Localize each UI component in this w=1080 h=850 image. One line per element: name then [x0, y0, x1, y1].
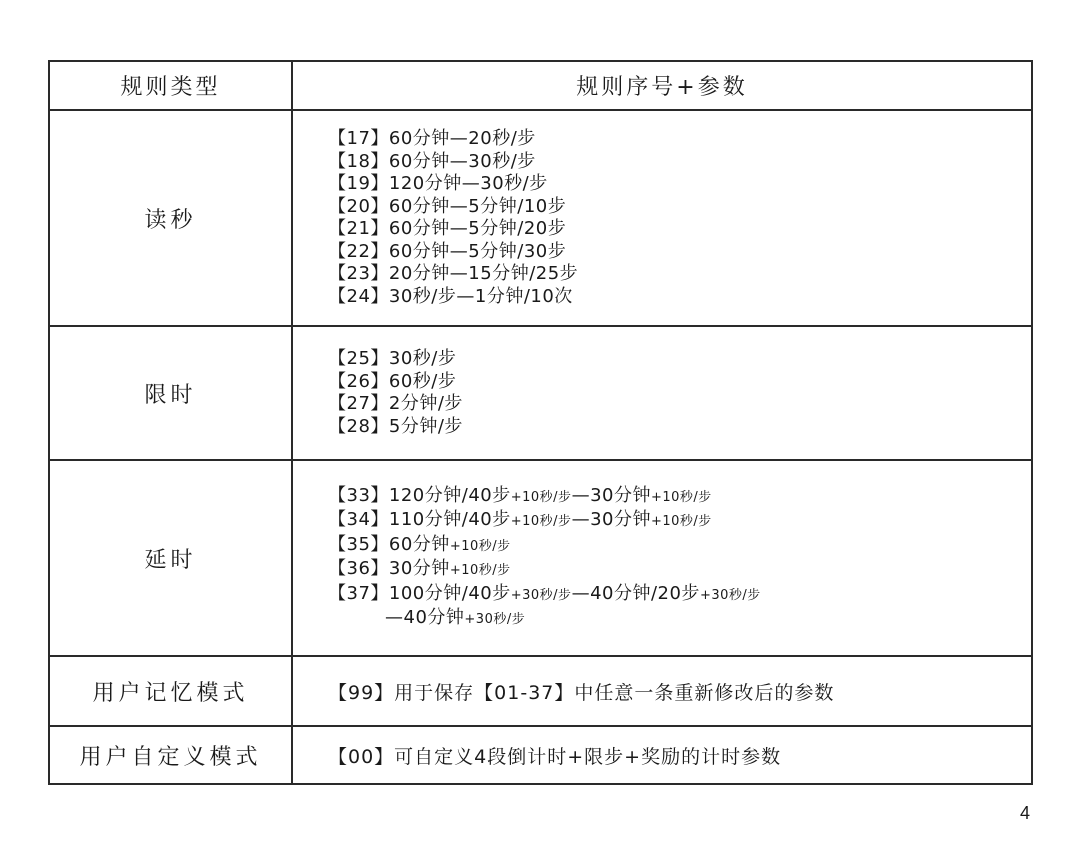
- param-line: [328, 348, 1031, 371]
- param-text: —30分钟: [571, 509, 651, 530]
- param-text: 【24】30秒/步—1分钟/10次: [328, 285, 573, 307]
- param-increment: +30秒/步: [510, 587, 572, 603]
- param-increment: +10秒/步: [449, 538, 511, 554]
- param-line: [328, 128, 1031, 151]
- param-line: [328, 558, 1031, 583]
- table-row-user-custom: [49, 726, 1032, 784]
- param-line: [328, 173, 1031, 196]
- param-increment: +30秒/步: [699, 587, 761, 603]
- param-text: 【25】30秒/步: [328, 348, 457, 369]
- param-text: 【34】110分钟/40步: [328, 509, 511, 530]
- param-list-byoyomi: [292, 110, 1032, 326]
- rule-type-time-limit: 限时: [49, 326, 292, 460]
- rule-type-user-memory: 用户记忆模式: [49, 656, 292, 726]
- param-line: [328, 218, 1031, 241]
- param-text: 【35】60分钟: [328, 533, 450, 555]
- param-increment: +10秒/步: [650, 489, 712, 505]
- rule-type-user-custom: 用户自定义模式: [49, 726, 292, 784]
- param-increment: +30秒/步: [464, 612, 526, 627]
- param-increment: +10秒/步: [650, 514, 712, 529]
- rule-type-byoyomi: 读秒: [49, 110, 292, 326]
- param-line: [328, 416, 1031, 439]
- param-text: 【33】120分钟/40步: [328, 484, 511, 506]
- param-text: 【17】60分钟—20秒/步: [328, 128, 536, 149]
- param-line: [328, 196, 1031, 219]
- param-line: [328, 509, 1031, 534]
- param-text: 【20】60分钟—5分钟/10步: [328, 195, 567, 217]
- param-line: [328, 286, 1031, 309]
- rule-type-delay: 延时: [49, 460, 292, 656]
- param-text: 【26】60秒/步: [328, 370, 457, 392]
- page-number: 4: [1020, 803, 1031, 823]
- param-list-time-limit: [292, 326, 1032, 460]
- param-text: 【21】60分钟—5分钟/20步: [328, 218, 567, 239]
- param-line: 【00】可自定义4段倒计时+限步+奖励的计时参数: [328, 745, 782, 768]
- param-text: 【28】5分钟/步: [328, 415, 463, 437]
- param-text: —40分钟/20步: [571, 582, 700, 604]
- param-line: [328, 263, 1031, 286]
- table-header-row: [49, 61, 1032, 110]
- param-line: [328, 534, 1031, 559]
- param-text: 【18】60分钟—30秒/步: [328, 150, 536, 172]
- param-line: [328, 371, 1031, 394]
- param-increment: +10秒/步: [510, 514, 572, 529]
- column-header-rule-params: 规则序号+参数: [292, 61, 1032, 110]
- param-line: [328, 607, 1031, 632]
- param-line: [328, 485, 1031, 510]
- table-row-byoyomi: [49, 110, 1032, 326]
- param-line: 【99】用于保存【01-37】中任意一条重新修改后的参数: [328, 681, 835, 704]
- param-text: 【22】60分钟—5分钟/30步: [328, 240, 567, 262]
- param-text: 【23】20分钟—15分钟/25步: [328, 263, 579, 284]
- table-row-delay: [49, 460, 1032, 656]
- param-text: —30分钟: [571, 484, 651, 506]
- param-line: [328, 241, 1031, 264]
- table-row-user-memory: [49, 656, 1032, 726]
- param-user-custom: [292, 726, 1032, 784]
- rules-table: [48, 60, 1033, 785]
- param-line: [328, 583, 1031, 608]
- param-line: [328, 393, 1031, 416]
- param-text: 【36】30分钟: [328, 558, 450, 579]
- column-header-rule-type: 规则类型: [49, 61, 292, 110]
- param-increment: +10秒/步: [449, 563, 511, 578]
- param-list-delay: [292, 460, 1032, 656]
- table-row-time-limit: [49, 326, 1032, 460]
- param-increment: +10秒/步: [510, 489, 572, 505]
- param-user-memory: [292, 656, 1032, 726]
- param-text: —40分钟: [385, 607, 465, 628]
- param-line: [328, 151, 1031, 174]
- param-text: 【19】120分钟—30秒/步: [328, 173, 548, 194]
- param-text: 【27】2分钟/步: [328, 393, 463, 414]
- param-text: 【37】100分钟/40步: [328, 582, 511, 604]
